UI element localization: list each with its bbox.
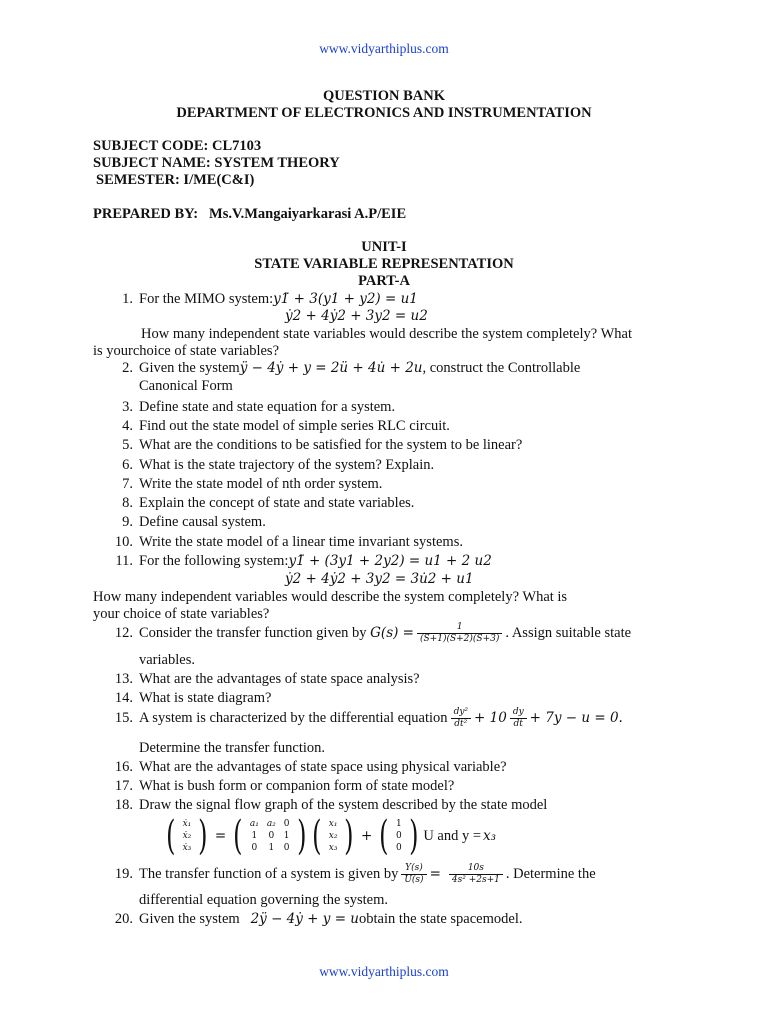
matrix-cell: 0 (283, 819, 290, 829)
plus-sign: + (361, 828, 373, 844)
question-number: 20. (114, 911, 133, 927)
question-text: Given the system (139, 360, 240, 376)
fraction (417, 622, 502, 645)
question-text-tail: obtain the state spacemodel. (359, 911, 523, 927)
matrix-cell: x₃ (328, 843, 338, 853)
matrix-cell: ẋ₃ (182, 843, 192, 853)
question-1-eq2 (285, 308, 428, 325)
fraction (401, 863, 426, 886)
fraction (510, 707, 527, 730)
header-url[interactable]: www.vidyarthiplus.com (319, 41, 449, 56)
question-number: 12. (114, 624, 133, 641)
semester: SEMESTER: I/ME(C&I) (96, 172, 255, 188)
department: DEPARTMENT OF ELECTRONICS AND INSTRUMENTATION (176, 105, 592, 121)
question-text: What is bush form or companion form of state model? (139, 778, 455, 794)
equation: ẏ2 + 4ẏ2 + 3y2 = 3u̇2 + u1 (285, 571, 474, 587)
equation: y1̈ + (3y1 + 2y2) = u1 + 2 u2 (288, 553, 492, 569)
equation: ÿ − 4ẏ + y = 2ü + 4u̇ + 2u (239, 360, 423, 376)
question-number: 16. (114, 759, 133, 775)
question-19 (107, 863, 596, 886)
question-text: Write the state model of nth order system. (139, 476, 383, 492)
state-derivative-vector: ( ẋ₁ ẋ₂ ẋ₃ ) (166, 813, 208, 859)
question-11-eq2 (285, 571, 474, 588)
question-number: 14. (114, 690, 133, 706)
question-1 (107, 291, 418, 308)
matrix-cell: ẋ₂ (182, 831, 192, 841)
question-text-tail: . Determine the (505, 865, 596, 882)
state-model-equation (163, 812, 496, 860)
question-text-tail: . Assign suitable state (505, 624, 632, 641)
question-text: Define causal system. (139, 514, 266, 530)
fraction-denominator: U(s) (404, 875, 424, 885)
question-1-cont2: is yourchoice of state variables? (93, 343, 280, 359)
question-number: 5. (122, 437, 133, 453)
matrix-cell: 0 (268, 831, 275, 841)
question-text: Define state and state equation for a system. (139, 399, 396, 415)
prepared-name: Ms.V.Mangaiyarkarasi A.P/EIE (209, 206, 407, 222)
question-text: Write the state model of a linear time invariant systems. (139, 534, 463, 550)
question-20 (107, 911, 522, 928)
question-11-cont2: your choice of state variables? (93, 606, 270, 622)
question-number: 15. (114, 709, 133, 726)
question-number: 17. (114, 778, 133, 794)
equation: G(s) = (370, 624, 414, 641)
question-text: For the MIMO system: (139, 291, 274, 307)
output-variable: x₃ (483, 828, 497, 844)
question-number: 6. (122, 457, 133, 473)
fraction-denominator: (S+1)(S+2)(S+3) (420, 634, 500, 644)
equals-sign: = (214, 828, 227, 844)
question-16 (107, 759, 507, 776)
question-11-cont: How many independent variables would describe the system completely? What is (93, 589, 568, 605)
matrix-cell: 1 (395, 819, 402, 829)
question-text: What are the advantages of state space using physical variable? (139, 759, 507, 775)
question-text: What is state diagram? (139, 690, 272, 706)
system-matrix: ( a₁ a₂ 0 1 0 1 0 1 0 ) (233, 813, 307, 859)
question-text: For the following system: (139, 553, 289, 569)
matrix-cell: a₁ (249, 819, 259, 829)
question-12 (107, 622, 631, 645)
question-7 (107, 476, 382, 493)
question-text: Given the system (139, 911, 240, 927)
question-15-cont: Determine the transfer function. (139, 740, 326, 756)
matrix-cell: 1 (268, 843, 275, 853)
question-number: 7. (122, 476, 133, 492)
question-text: What are the conditions to be satisfied for the system to be linear? (139, 437, 523, 453)
equation: y1̈ + 3(y1 + y2) = u1 (273, 291, 418, 307)
question-number: 3. (122, 399, 133, 415)
equals-sign: = (429, 865, 441, 882)
question-text: What are the advantages of state space analysis? (139, 671, 420, 687)
question-5 (107, 437, 522, 454)
doc-title: QUESTION BANK (322, 88, 446, 104)
unit-title: STATE VARIABLE REPRESENTATION (254, 256, 514, 272)
question-11 (107, 553, 492, 570)
fraction (449, 863, 503, 886)
matrix-cell: x₁ (328, 819, 338, 829)
question-text: What is the state trajectory of the system? Explain. (139, 457, 435, 473)
question-number: 9. (122, 514, 133, 530)
matrix-cell: 0 (283, 843, 290, 853)
equation: 2ÿ − 4ẏ + y = u (250, 911, 359, 927)
question-8 (107, 495, 414, 512)
question-text: A system is characterized by the differential equation (139, 709, 448, 726)
question-number: 13. (114, 671, 133, 687)
fraction-denominator: 4s² +2s+1 (451, 875, 500, 885)
question-3 (107, 399, 395, 416)
question-number: 19. (114, 865, 133, 882)
fraction-numerator: dy² (451, 707, 471, 719)
subject-name: SUBJECT NAME: SYSTEM THEORY (93, 155, 340, 171)
output-equation-text: U and y = (423, 827, 482, 844)
fraction-numerator: 1 (417, 622, 502, 634)
unit-label: UNIT-I (361, 239, 407, 255)
equation: + 7y − u = 0. (529, 709, 623, 726)
equation: ẏ2 + 4ẏ2 + 3y2 = u2 (285, 308, 428, 324)
matrix-cell: 0 (251, 843, 258, 853)
equation: + 10 (474, 709, 507, 726)
matrix-cell: 0 (395, 843, 402, 853)
question-number: 1. (122, 291, 133, 307)
question-text: Find out the state model of simple series RLC circuit. (139, 418, 450, 434)
matrix-cell: 1 (283, 831, 290, 841)
question-2-cont: Canonical Form (139, 378, 233, 394)
question-text: Draw the signal flow graph of the system described by the state model (139, 797, 548, 813)
question-9 (107, 514, 266, 531)
part-label: PART-A (358, 273, 410, 289)
matrix-cell: a₂ (266, 819, 276, 829)
prepared-by (93, 206, 406, 223)
fraction-numerator: dy (510, 707, 527, 719)
prepared-label: PREPARED BY: (93, 206, 199, 222)
input-matrix: ( 1 0 0 ) (379, 813, 419, 859)
question-14 (107, 690, 271, 707)
question-number: 2. (122, 360, 133, 376)
question-text: Explain the concept of state and state variables. (139, 495, 415, 511)
fraction (451, 707, 471, 730)
question-17 (107, 778, 454, 795)
question-6 (107, 457, 434, 474)
question-number: 4. (122, 418, 133, 434)
question-number: 11. (115, 553, 133, 569)
question-2 (107, 360, 580, 377)
footer-url[interactable]: www.vidyarthiplus.com (319, 964, 449, 979)
question-4 (107, 418, 450, 435)
question-10 (107, 534, 463, 551)
question-1-cont: How many independent state variables would describe the system completely? What (141, 326, 632, 342)
fraction-numerator: Y(s) (401, 863, 426, 875)
fraction-numerator: 10s (449, 863, 503, 875)
matrix-cell: x₂ (328, 831, 338, 841)
question-13 (107, 671, 420, 688)
question-19-cont: differential equation governing the system. (139, 892, 388, 908)
question-text-tail: , construct the Controllable (422, 360, 581, 376)
question-12-cont: variables. (139, 652, 195, 668)
matrix-cell: ẋ₁ (182, 819, 192, 829)
matrix-cell: 1 (251, 831, 258, 841)
matrix-cell: 0 (395, 831, 402, 841)
question-text: Consider the transfer function given by (139, 624, 367, 641)
fraction-denominator: dt (513, 719, 523, 729)
question-number: 8. (122, 495, 133, 511)
question-number: 18. (114, 797, 133, 813)
fraction-denominator: dt² (454, 719, 468, 729)
question-text: The transfer function of a system is given by (139, 865, 399, 882)
state-vector: ( x₁ x₂ x₃ ) (312, 813, 354, 859)
subject-code: SUBJECT CODE: CL7103 (93, 138, 262, 154)
question-15 (107, 707, 623, 730)
question-number: 10. (114, 534, 133, 550)
